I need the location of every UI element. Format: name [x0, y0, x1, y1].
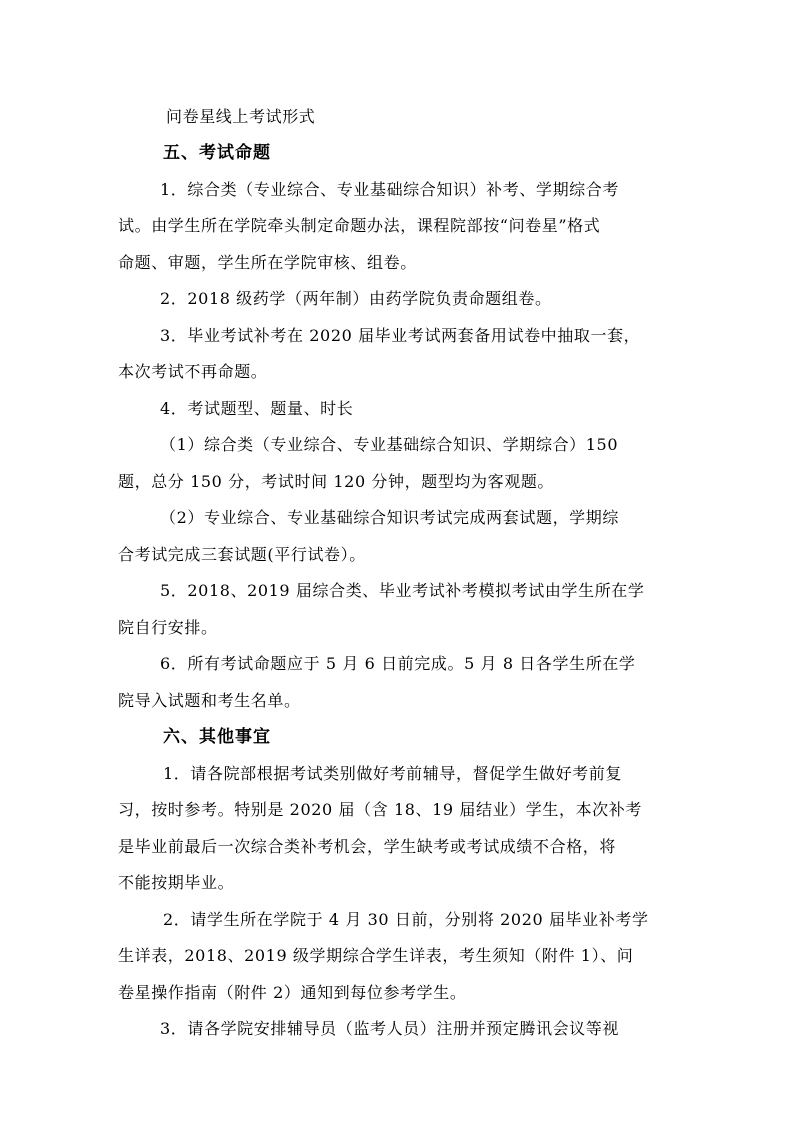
text-line: 院导入试题和考生名单。	[118, 691, 301, 710]
text-line: 4．考试题型、题量、时长	[160, 399, 354, 418]
text-line: 命题、审题，学生所在学院审核、组卷。	[118, 253, 417, 272]
text-line: 是毕业前最后一次综合类补考机会，学生缺考或考试成绩不合格，将	[118, 837, 617, 856]
text-line: 合考试完成三套试题(平行试卷）。	[118, 545, 366, 564]
section-heading-6: 六、其他事宜	[163, 727, 271, 747]
text-line: 5．2018、2019 届综合类、毕业考试补考模拟考试由学生所在学	[160, 581, 645, 600]
text-line: 题，总分 150 分，考试时间 120 分钟，题型均为客观题。	[118, 472, 555, 491]
text-line: 2．2018 级药学（两年制）由药学院负责命题组卷。	[160, 289, 552, 308]
text-line: 问卷星线上考试形式	[166, 107, 316, 126]
text-line: 6．所有考试命题应于 5 月 6 日前完成。5 月 8 日各学生所在学	[160, 654, 636, 673]
text-line: （2）专业综合、专业基础综合知识考试完成两套试题，学期综	[160, 508, 619, 527]
text-line: 院自行安排。	[118, 618, 218, 637]
text-line: 3．请各学院安排辅导员（监考人员）注册并预定腾讯会议等视	[160, 1019, 619, 1038]
section-heading-5: 五、考试命题	[163, 143, 271, 163]
text-line: 本次考试不再命题。	[118, 362, 268, 381]
text-line: 3．毕业考试补考在 2020 届毕业考试两套备用试卷中抽取一套，	[160, 326, 641, 345]
text-line: 卷星操作指南（附件 2）通知到每位参考学生。	[118, 983, 467, 1002]
text-line: 生详表，2018、2019 级学期综合学生详表，考生须知（附件 1）、问	[118, 946, 634, 965]
text-line: 习，按时参考。特别是 2020 届（含 18、19 届结业）学生，本次补考	[118, 800, 642, 819]
text-line: （1）综合类（专业综合、专业基础综合知识、学期综合）150	[160, 435, 619, 454]
text-line: 2．请学生所在学院于 4 月 30 日前，分别将 2020 届毕业补考学	[163, 910, 649, 929]
text-line: 1．请各院部根据考试类别做好考前辅导，督促学生做好考前复	[163, 764, 622, 783]
text-line: 不能按期毕业。	[118, 873, 235, 892]
text-line: 试。由学生所在学院牵头制定命题办法，课程院部按“问卷星”格式	[118, 216, 601, 235]
text-line: 1．综合类（专业综合、专业基础综合知识）补考、学期综合考	[160, 180, 619, 199]
